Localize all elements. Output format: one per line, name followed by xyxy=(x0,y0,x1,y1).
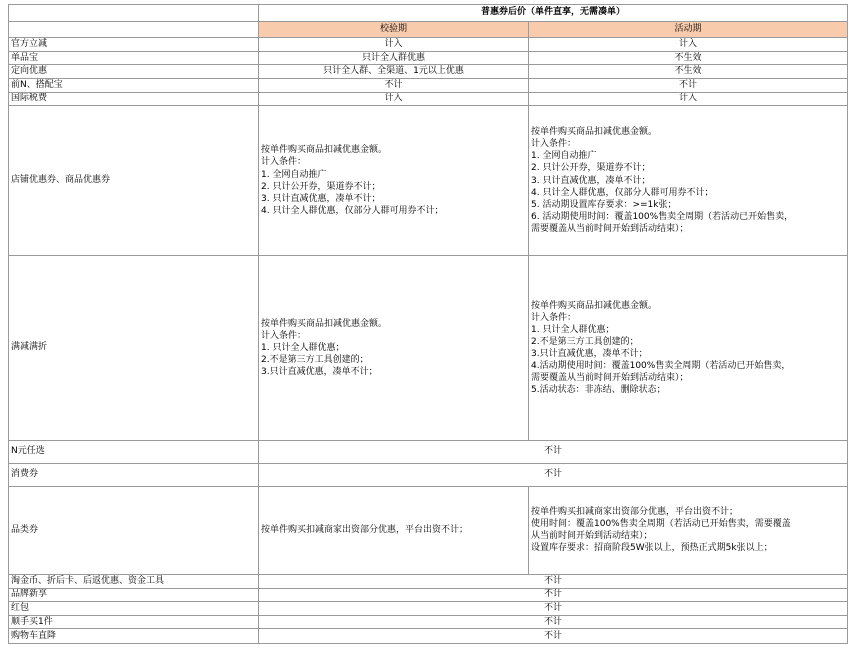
merged-cell[interactable]: 不计 xyxy=(259,602,848,616)
row-name[interactable]: 官方立减 xyxy=(9,38,259,52)
row-name[interactable]: 消费券 xyxy=(9,463,259,486)
header-title-row xyxy=(9,5,848,22)
row-name[interactable]: 店铺优惠券、商品优惠券 xyxy=(9,106,259,256)
table-row xyxy=(9,106,848,256)
table-row xyxy=(9,92,848,106)
table-row xyxy=(9,78,848,92)
merged-cell[interactable]: 不计 xyxy=(259,575,848,589)
check-cell[interactable]: 按单件购买商品扣减优惠金额。 计入条件： 1. 全网自动推广 2. 只计公开券，渠道券不计； 3. 只计直减优惠，凑单不计； 4. 只计全人群优惠，仅部分人群可用券不计； xyxy=(259,106,529,256)
activity-cell[interactable]: 按单件购买扣减商家出资部分优惠，平台出资不计； 使用时间：覆盖100%售卖全周期（若活动已开始售卖，需要覆盖 从当前时间开始到活动结束）； 设置库存要求：招商阶段5W张以上，预热正式期5k张以上； xyxy=(529,486,848,575)
check-cell[interactable]: 按单件购买商品扣减优惠金额。 计入条件： 1. 只计全人群优惠； 2.不是第三方工具创建的； 3.只计直减优惠，凑单不计； xyxy=(259,256,529,441)
activity-cell[interactable]: 计入 xyxy=(529,92,848,106)
merged-cell[interactable]: 不计 xyxy=(259,629,848,644)
row-name[interactable]: 国际税费 xyxy=(9,92,259,106)
table-row xyxy=(9,51,848,65)
activity-cell[interactable]: 按单件购买商品扣减优惠金额。 计入条件： 1. 全网自动推广 2. 只计公开券，渠道券不计； 3. 只计直减优惠，凑单不计； 4. 只计全人群优惠，仅部分人群可用券不计； 5. 活动期设置库存要求：>=1k张； 6. 活动期使用时间：覆盖100%售卖全周期（若活动已开始售卖， 需要覆盖从当前时间开始到活动结束）； xyxy=(529,106,848,256)
pricing-rules-table xyxy=(8,4,848,644)
row-name[interactable]: 品类券 xyxy=(9,486,259,575)
row-name[interactable]: 红包 xyxy=(9,602,259,616)
activity-cell[interactable]: 不生效 xyxy=(529,65,848,79)
check-cell[interactable]: 计入 xyxy=(259,92,529,106)
check-cell[interactable]: 按单件购买扣减商家出资部分优惠，平台出资不计； xyxy=(259,486,529,575)
corner-cell-2[interactable] xyxy=(9,21,259,38)
table-row xyxy=(9,65,848,79)
table-row xyxy=(9,486,848,575)
check-cell[interactable]: 计入 xyxy=(259,38,529,52)
row-name[interactable]: N元任选 xyxy=(9,440,259,463)
col-header-activity[interactable]: 活动期 xyxy=(529,21,848,38)
corner-cell[interactable] xyxy=(9,5,259,22)
table-title[interactable]: 普惠券后价（单件直享，无需凑单） xyxy=(259,5,848,22)
activity-cell[interactable]: 不计 xyxy=(529,78,848,92)
merged-cell[interactable]: 不计 xyxy=(259,440,848,463)
activity-cell[interactable]: 不生效 xyxy=(529,51,848,65)
table-row xyxy=(9,575,848,589)
row-name[interactable]: 购物车直降 xyxy=(9,629,259,644)
table-row xyxy=(9,440,848,463)
table-row xyxy=(9,256,848,441)
merged-cell[interactable]: 不计 xyxy=(259,463,848,486)
row-name[interactable]: 前N、搭配宝 xyxy=(9,78,259,92)
table-row xyxy=(9,588,848,602)
merged-cell[interactable]: 不计 xyxy=(259,588,848,602)
row-name[interactable]: 满减满折 xyxy=(9,256,259,441)
merged-cell[interactable]: 不计 xyxy=(259,615,848,629)
row-name[interactable]: 顺手买1件 xyxy=(9,615,259,629)
header-phase-row xyxy=(9,21,848,38)
table-row xyxy=(9,38,848,52)
row-name[interactable]: 单品宝 xyxy=(9,51,259,65)
col-header-check[interactable]: 校验期 xyxy=(259,21,529,38)
row-name[interactable]: 品牌新享 xyxy=(9,588,259,602)
table-row xyxy=(9,615,848,629)
table-row xyxy=(9,602,848,616)
check-cell[interactable]: 只计全人群、全渠道、1元以上优惠 xyxy=(259,65,529,79)
row-name[interactable]: 淘金币、折后卡、后返优惠、资金工具 xyxy=(9,575,259,589)
table-row xyxy=(9,463,848,486)
activity-cell[interactable]: 按单件购买商品扣减优惠金额。 计入条件： 1. 只计全人群优惠； 2.不是第三方工具创建的； 3.只计直减优惠，凑单不计； 4.活动期使用时间：覆盖100%售卖全周期（若活动已开始售卖， 需要覆盖从当前时间开始到活动结束）； 5.活动状态：非冻结、删除状态； xyxy=(529,256,848,441)
check-cell[interactable]: 只计全人群优惠 xyxy=(259,51,529,65)
activity-cell[interactable]: 计入 xyxy=(529,38,848,52)
row-name[interactable]: 定向优惠 xyxy=(9,65,259,79)
table-row xyxy=(9,629,848,644)
check-cell[interactable]: 不计 xyxy=(259,78,529,92)
